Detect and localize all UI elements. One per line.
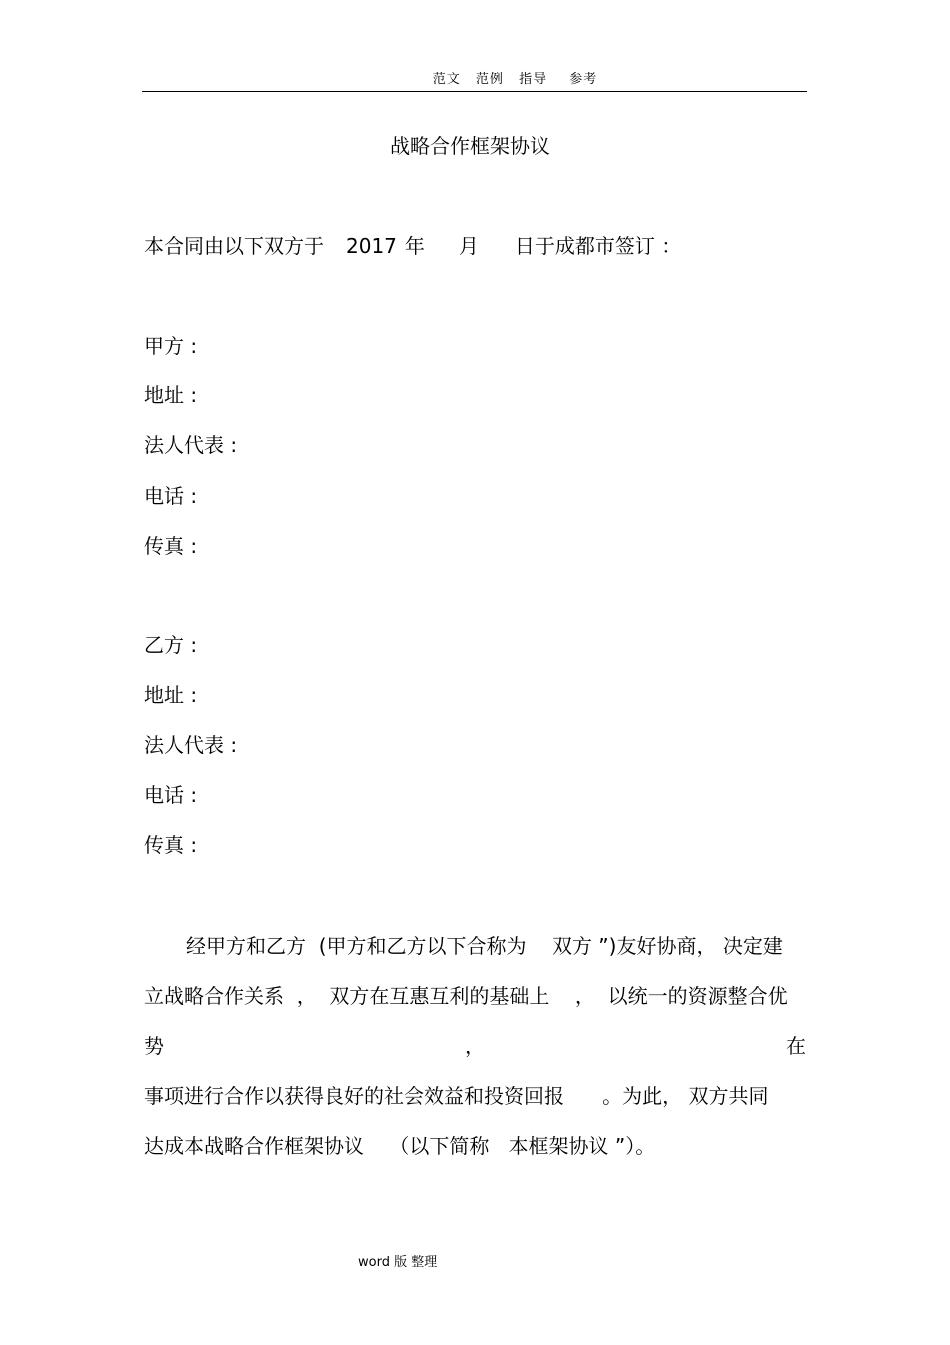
body-line-1 — [144, 930, 806, 959]
party-b-representative: 法人代表 : — [144, 733, 238, 757]
intro-part1: 本合同由以下双方于 — [144, 234, 324, 258]
header-item: 指导 — [519, 72, 548, 87]
header-item: 范例 — [475, 72, 504, 87]
intro-month-unit: 月 — [458, 234, 479, 258]
body-line-2-text: 立战略合作关系 ， 双方在互惠互利的基础上 ， 以统一的资源整合优 — [144, 984, 788, 1008]
party-b-fax: 传真 : — [144, 833, 198, 857]
party-a-address: 地址 : — [144, 383, 198, 407]
intro-line — [144, 230, 681, 259]
header-item: 范文 — [432, 72, 461, 87]
body-line-2 — [144, 980, 806, 1009]
body-line-4-text: 事项进行合作以获得良好的社会效益和投资回报 。为此， 双方共同 — [144, 1084, 769, 1108]
document-title: 战略合作框架协议 — [390, 134, 550, 158]
body-line-3 — [144, 1030, 806, 1059]
body-line-5 — [144, 1130, 806, 1159]
page-footer: word 版 整理 — [358, 1255, 438, 1270]
header-item: 参考 — [569, 72, 598, 87]
party-a-representative: 法人代表 : — [144, 433, 238, 457]
body-line-3-mid: ， — [465, 1034, 485, 1058]
party-b-phone: 电话 : — [144, 783, 198, 807]
page-header — [0, 68, 950, 87]
header-divider — [142, 91, 807, 92]
body-line-3-left: 势 — [144, 1034, 164, 1058]
party-a-phone: 电话 : — [144, 484, 198, 508]
intro-year: 2017 — [346, 234, 397, 258]
intro-tail: 日于成都市签订 ： — [514, 234, 682, 258]
party-a-label: 甲方 : — [144, 334, 198, 358]
party-b-label: 乙方 : — [144, 633, 198, 657]
body-line-5-text: 达成本战略合作框架协议 （以下简称 本框架协议 ”）。 — [144, 1134, 656, 1158]
party-b-address: 地址 : — [144, 683, 198, 707]
body-line-4 — [144, 1080, 806, 1109]
body-line-1-text: 经甲方和乙方 (甲方和乙方以下合称为 双方 ”)友好协商， 决定建 — [186, 934, 783, 958]
intro-year-unit: 年 — [404, 234, 425, 258]
body-line-3-right: 在 — [786, 1034, 806, 1058]
party-a-fax: 传真 : — [144, 534, 198, 558]
